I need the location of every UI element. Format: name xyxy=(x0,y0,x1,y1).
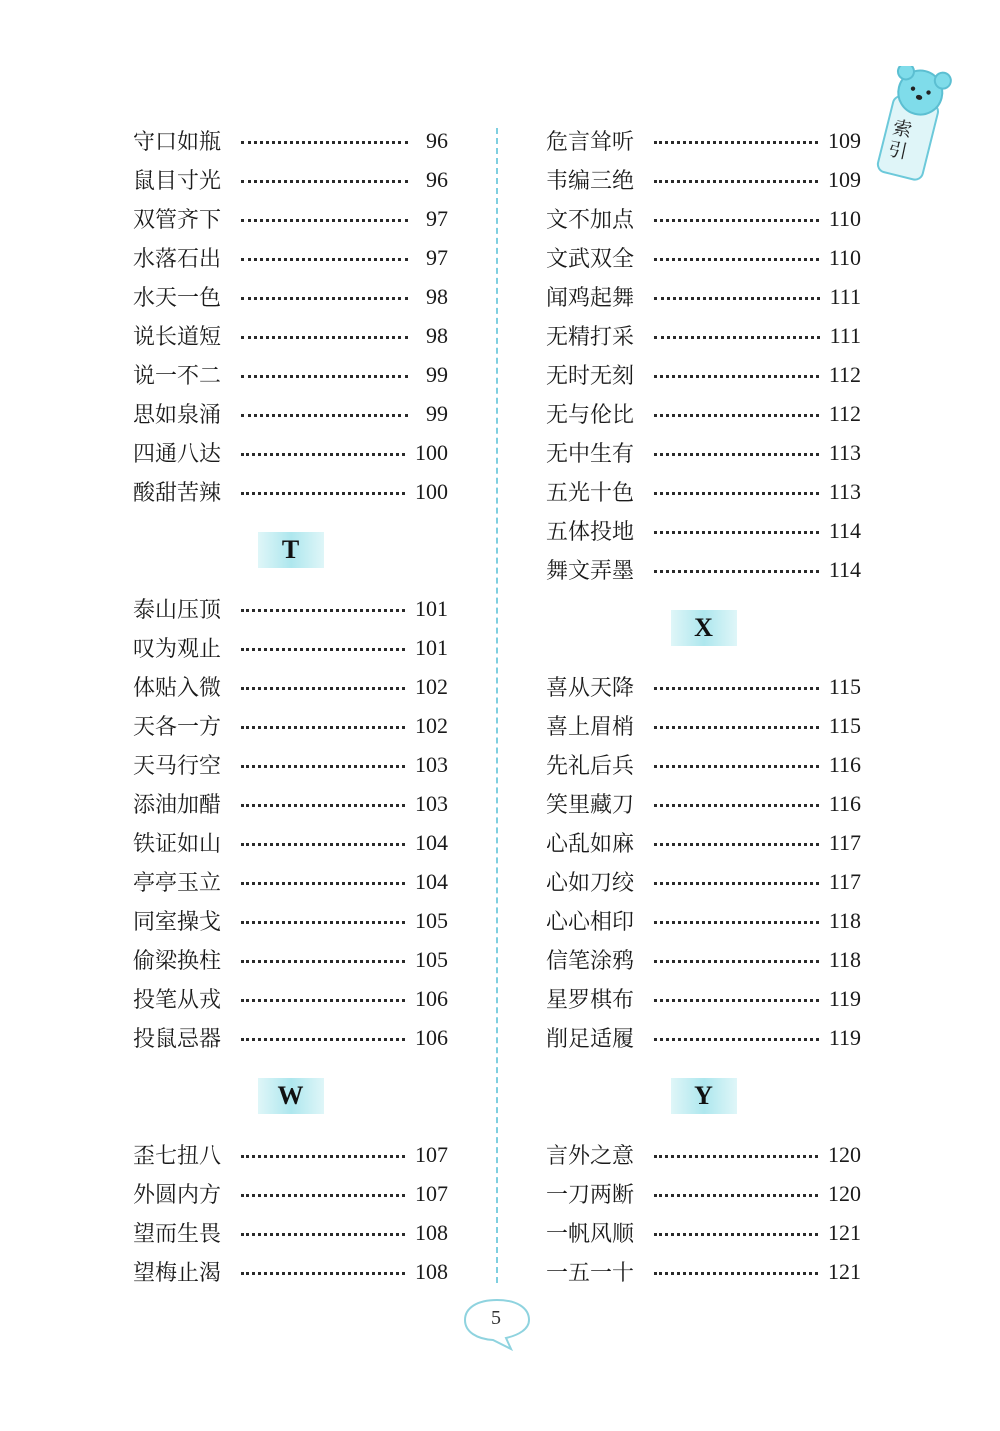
page-ref: 102 xyxy=(415,673,448,699)
index-entry[interactable] xyxy=(133,1252,448,1291)
dot-leader xyxy=(241,609,405,612)
index-entry[interactable] xyxy=(546,394,861,433)
idiom-name: 亭亭玉立 xyxy=(133,871,222,896)
column-divider xyxy=(496,128,498,1283)
idiom-name: 喜上眉梢 xyxy=(546,715,635,740)
idiom-name: 天马行空 xyxy=(133,754,222,779)
index-entry[interactable] xyxy=(546,862,861,901)
idiom-name: 先礼后兵 xyxy=(546,754,635,779)
index-entry[interactable] xyxy=(546,706,861,745)
index-entry[interactable] xyxy=(546,121,861,160)
page-ref: 109 xyxy=(828,166,861,192)
idiom-name: 水落石出 xyxy=(133,247,222,272)
dot-leader xyxy=(241,765,405,768)
page-number: 5 xyxy=(491,1307,501,1329)
dot-leader xyxy=(654,1233,818,1236)
dot-leader xyxy=(654,570,819,573)
index-entry[interactable] xyxy=(133,940,448,979)
idiom-name: 韦编三绝 xyxy=(546,169,635,194)
index-entry[interactable] xyxy=(133,199,448,238)
idiom-name: 天各一方 xyxy=(133,715,222,740)
dot-leader xyxy=(654,453,819,456)
idiom-name: 鼠目寸光 xyxy=(133,169,222,194)
index-entry[interactable] xyxy=(133,667,448,706)
page-ref: 121 xyxy=(828,1219,861,1245)
index-entry[interactable] xyxy=(546,1135,861,1174)
page-ref: 103 xyxy=(415,751,448,777)
idiom-name: 说长道短 xyxy=(133,325,222,350)
dot-leader xyxy=(654,687,819,690)
dot-leader xyxy=(241,921,405,924)
index-entry[interactable] xyxy=(133,121,448,160)
dot-leader xyxy=(654,765,819,768)
index-entry[interactable] xyxy=(546,979,861,1018)
page-ref: 119 xyxy=(828,985,861,1011)
idiom-name: 心心相印 xyxy=(546,910,635,935)
idiom-name: 无时无刻 xyxy=(546,364,635,389)
section-letter: Y xyxy=(671,1078,737,1114)
section-header xyxy=(546,1057,861,1135)
page-ref: 113 xyxy=(828,439,861,465)
dot-leader xyxy=(241,960,405,963)
dot-leader xyxy=(241,258,408,261)
index-entry[interactable] xyxy=(133,394,448,433)
idiom-name: 言外之意 xyxy=(546,1144,635,1169)
index-entry[interactable] xyxy=(133,823,448,862)
index-entry[interactable] xyxy=(133,355,448,394)
dot-leader xyxy=(241,297,408,300)
section-letter: W xyxy=(258,1078,324,1114)
dot-leader xyxy=(654,1038,819,1041)
page-ref: 110 xyxy=(828,205,861,231)
index-entry[interactable] xyxy=(546,1213,861,1252)
page-ref: 104 xyxy=(415,868,448,894)
idiom-name: 舞文弄墨 xyxy=(546,559,635,584)
dot-leader xyxy=(241,492,405,495)
dot-leader xyxy=(654,960,819,963)
index-entry[interactable] xyxy=(133,433,448,472)
index-entry[interactable] xyxy=(546,511,861,550)
page-ref: 111 xyxy=(829,283,861,309)
idiom-name: 外圆内方 xyxy=(133,1183,222,1208)
idiom-name: 五光十色 xyxy=(546,481,635,506)
idiom-name: 同室操戈 xyxy=(133,910,222,935)
idiom-name: 心如刀绞 xyxy=(546,871,635,896)
index-entry[interactable] xyxy=(133,706,448,745)
dot-leader xyxy=(241,1038,405,1041)
dot-leader xyxy=(241,726,405,729)
index-entry[interactable] xyxy=(133,160,448,199)
dot-leader xyxy=(654,141,818,144)
page-ref: 108 xyxy=(415,1219,448,1245)
idiom-name: 五体投地 xyxy=(546,520,635,545)
dot-leader xyxy=(241,336,408,339)
page-ref: 109 xyxy=(828,127,861,153)
page-ref: 98 xyxy=(426,322,448,348)
index-entry[interactable] xyxy=(133,628,448,667)
section-header xyxy=(546,589,861,667)
page-ref: 118 xyxy=(828,907,861,933)
section-header xyxy=(133,1057,448,1135)
dot-leader xyxy=(241,141,408,144)
dot-leader xyxy=(241,219,408,222)
dot-leader xyxy=(654,1194,818,1197)
page-ref: 101 xyxy=(415,595,448,621)
idiom-name: 水天一色 xyxy=(133,286,222,311)
idiom-name: 体贴入微 xyxy=(133,676,222,701)
idiom-name: 四通八达 xyxy=(133,442,222,467)
page-ref: 106 xyxy=(415,985,448,1011)
dot-leader xyxy=(241,180,408,183)
dot-leader xyxy=(241,843,405,846)
dot-leader xyxy=(241,375,408,378)
index-entry[interactable] xyxy=(133,472,448,511)
page-ref: 116 xyxy=(828,790,861,816)
dot-leader xyxy=(241,414,408,417)
page-ref: 100 xyxy=(415,478,448,504)
idiom-name: 文武双全 xyxy=(546,247,635,272)
dot-leader xyxy=(241,648,405,651)
index-entry[interactable] xyxy=(546,355,861,394)
dot-leader xyxy=(654,843,819,846)
page-ref: 107 xyxy=(415,1141,448,1167)
idiom-name: 削足适履 xyxy=(546,1027,635,1052)
index-entry[interactable] xyxy=(546,667,861,706)
dot-leader xyxy=(654,1155,818,1158)
page-ref: 101 xyxy=(415,634,448,660)
idiom-name: 闻鸡起舞 xyxy=(546,286,635,311)
page-ref: 119 xyxy=(828,1024,861,1050)
index-entry[interactable] xyxy=(133,1135,448,1174)
index-entry[interactable] xyxy=(133,784,448,823)
page-ref: 97 xyxy=(426,205,448,231)
page-ref: 102 xyxy=(415,712,448,738)
index-entry[interactable] xyxy=(133,901,448,940)
page-ref: 99 xyxy=(426,361,448,387)
dot-leader xyxy=(654,492,819,495)
idiom-name: 守口如瓶 xyxy=(133,130,222,155)
idiom-name: 双管齐下 xyxy=(133,208,222,233)
dot-leader xyxy=(241,453,405,456)
index-entry[interactable] xyxy=(133,1174,448,1213)
index-column-left xyxy=(133,121,448,1291)
page-ref: 110 xyxy=(828,244,861,270)
idiom-name: 思如泉涌 xyxy=(133,403,222,428)
index-entry[interactable] xyxy=(546,940,861,979)
page-ref: 108 xyxy=(415,1258,448,1284)
index-entry[interactable] xyxy=(133,745,448,784)
page-ref: 120 xyxy=(828,1141,861,1167)
idiom-name: 说一不二 xyxy=(133,364,222,389)
index-entry[interactable] xyxy=(546,901,861,940)
page-ref: 117 xyxy=(828,829,861,855)
dot-leader xyxy=(241,1155,405,1158)
page-ref: 117 xyxy=(828,868,861,894)
page-ref: 118 xyxy=(828,946,861,972)
index-entry[interactable] xyxy=(133,238,448,277)
idiom-name: 喜从天降 xyxy=(546,676,635,701)
page-ref: 106 xyxy=(415,1024,448,1050)
page-ref: 111 xyxy=(829,322,861,348)
idiom-name: 望梅止渴 xyxy=(133,1261,222,1286)
index-entry[interactable] xyxy=(133,316,448,355)
index-entry[interactable] xyxy=(133,589,448,628)
idiom-name: 心乱如麻 xyxy=(546,832,635,857)
dot-leader xyxy=(654,336,820,339)
page-ref: 96 xyxy=(426,166,448,192)
dot-leader xyxy=(654,258,819,261)
index-entry[interactable] xyxy=(133,862,448,901)
index-entry[interactable] xyxy=(546,316,861,355)
index-entry[interactable] xyxy=(546,1174,861,1213)
section-letter: T xyxy=(258,532,324,568)
index-entry[interactable] xyxy=(133,979,448,1018)
idiom-name: 无精打采 xyxy=(546,325,635,350)
dot-leader xyxy=(654,297,820,300)
index-entry[interactable] xyxy=(546,550,861,589)
idiom-name: 星罗棋布 xyxy=(546,988,635,1013)
idiom-name: 酸甜苦辣 xyxy=(133,481,222,506)
dot-leader xyxy=(241,999,405,1002)
index-entry[interactable] xyxy=(546,238,861,277)
index-entry[interactable] xyxy=(546,199,861,238)
idiom-name: 一帆风顺 xyxy=(546,1222,635,1247)
dot-leader xyxy=(654,1272,818,1275)
index-tab-label: 索引 xyxy=(886,116,914,164)
idiom-name: 添油加醋 xyxy=(133,793,222,818)
idiom-name: 笑里藏刀 xyxy=(546,793,635,818)
idiom-name: 投鼠忌器 xyxy=(133,1027,222,1052)
page-ref: 104 xyxy=(415,829,448,855)
idiom-name: 信笔涂鸦 xyxy=(546,949,635,974)
dot-leader xyxy=(654,531,819,534)
index-entry[interactable] xyxy=(546,1252,861,1291)
index-entry[interactable] xyxy=(546,277,861,316)
idiom-name: 叹为观止 xyxy=(133,637,222,662)
dot-leader xyxy=(241,882,405,885)
idiom-name: 危言耸听 xyxy=(546,130,635,155)
index-entry[interactable] xyxy=(546,784,861,823)
page-ref: 115 xyxy=(828,712,861,738)
idiom-name: 一刀两断 xyxy=(546,1183,635,1208)
dot-leader xyxy=(654,219,819,222)
idiom-name: 偷梁换柱 xyxy=(133,949,222,974)
page-ref: 103 xyxy=(415,790,448,816)
index-entry[interactable] xyxy=(133,1213,448,1252)
idiom-name: 投笔从戎 xyxy=(133,988,222,1013)
index-entry[interactable] xyxy=(546,745,861,784)
dot-leader xyxy=(241,1233,405,1236)
page-ref: 112 xyxy=(828,400,861,426)
dot-leader xyxy=(654,999,819,1002)
page-ref: 115 xyxy=(828,673,861,699)
index-entry[interactable] xyxy=(133,1018,448,1057)
index-entry[interactable] xyxy=(546,160,861,199)
index-column-right xyxy=(546,121,861,1291)
dot-leader xyxy=(241,687,405,690)
idiom-name: 无中生有 xyxy=(546,442,635,467)
page-ref: 120 xyxy=(828,1180,861,1206)
page-ref: 114 xyxy=(828,517,861,543)
page-ref: 112 xyxy=(828,361,861,387)
idiom-name: 铁证如山 xyxy=(133,832,222,857)
idiom-name: 文不加点 xyxy=(546,208,635,233)
idiom-name: 无与伦比 xyxy=(546,403,635,428)
page-ref: 121 xyxy=(828,1258,861,1284)
page-ref: 98 xyxy=(426,283,448,309)
page-ref: 105 xyxy=(415,946,448,972)
section-header xyxy=(133,511,448,589)
page-ref: 116 xyxy=(828,751,861,777)
page-ref: 105 xyxy=(415,907,448,933)
idiom-name: 歪七扭八 xyxy=(133,1144,222,1169)
index-entry[interactable] xyxy=(546,1018,861,1057)
dot-leader xyxy=(654,375,819,378)
dot-leader xyxy=(241,1194,405,1197)
index-entry[interactable] xyxy=(546,472,861,511)
dot-leader xyxy=(654,804,819,807)
page-ref: 113 xyxy=(828,478,861,504)
dot-leader xyxy=(654,726,819,729)
index-entry[interactable] xyxy=(546,823,861,862)
page-ref: 100 xyxy=(415,439,448,465)
idiom-name: 望而生畏 xyxy=(133,1222,222,1247)
idiom-name: 泰山压顶 xyxy=(133,598,222,623)
page-ref: 99 xyxy=(426,400,448,426)
page-ref: 107 xyxy=(415,1180,448,1206)
dot-leader xyxy=(654,921,819,924)
page-ref: 97 xyxy=(426,244,448,270)
dot-leader xyxy=(241,1272,405,1275)
dot-leader xyxy=(654,414,819,417)
dot-leader xyxy=(241,804,405,807)
dot-leader xyxy=(654,180,818,183)
page-ref: 96 xyxy=(426,127,448,153)
idiom-name: 一五一十 xyxy=(546,1261,635,1286)
page-ref: 114 xyxy=(828,556,861,582)
section-letter: X xyxy=(671,610,737,646)
dot-leader xyxy=(654,882,819,885)
index-entry[interactable] xyxy=(133,277,448,316)
index-entry[interactable] xyxy=(546,433,861,472)
